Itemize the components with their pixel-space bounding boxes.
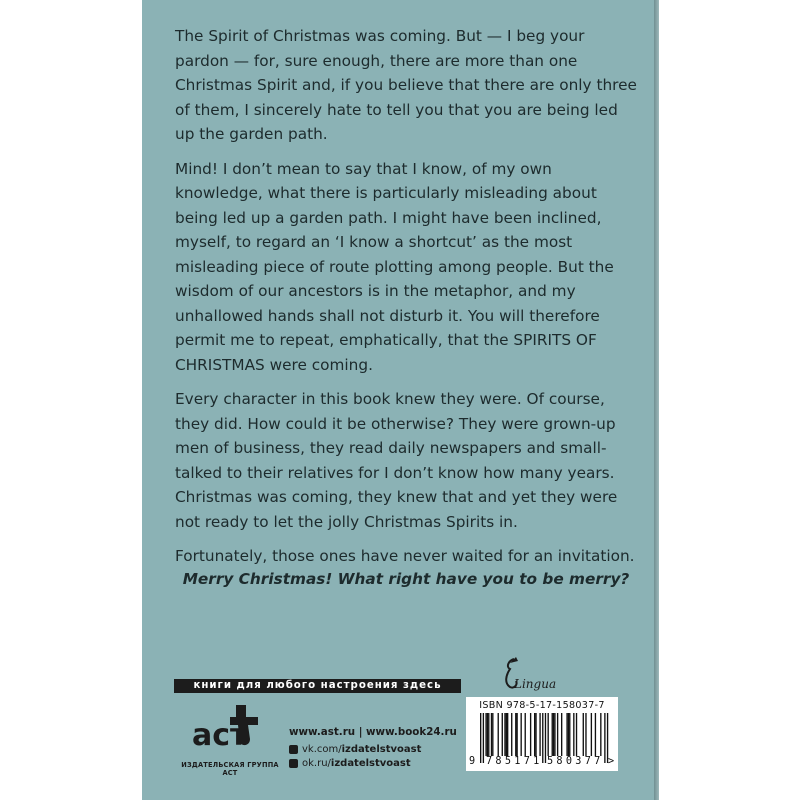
ast-wordmark: аст — [192, 718, 248, 749]
barcode-bar — [502, 713, 503, 756]
ok-icon — [289, 759, 298, 768]
barcode-bar — [516, 713, 517, 756]
barcode-bar — [557, 713, 558, 756]
blurb-paragraph-2: Mind! I don’t mean to say that I know, of my own knowledge, what there is particularly misleading about being led up a garden path. I might have been inclined, myself, to regard an ‘I know a shortcut’ as the most misleading piece of route plotting among people. But the wisdom of our ancestors is in the metaphor, and my unhallowed hands shall not disturb it. You will therefore permit me to repeat, emphatically, that the SPIRITS OF CHRISTMAS were coming. — [175, 159, 614, 374]
vk-handle: izdatelstvoast — [341, 744, 422, 755]
blurb-paragraph-4: Fortunately, those ones have never waited for an invitation. — [175, 547, 635, 565]
barcode-bar — [534, 713, 535, 756]
vk-icon — [289, 745, 298, 754]
barcode-bar — [506, 713, 507, 756]
ean-left-group: 785171 — [486, 756, 543, 767]
barcode-bar — [498, 713, 499, 756]
tagline: Merry Christmas! What right have you to be merry? — [182, 570, 630, 588]
barcode-bar — [553, 713, 554, 756]
barcode-bar — [566, 713, 567, 756]
barcode-bar — [507, 713, 508, 756]
barcode-bar — [488, 713, 489, 756]
barcode-bar — [521, 713, 522, 756]
barcode-bar — [591, 713, 592, 756]
barcode-bar — [504, 713, 505, 756]
ok-prefix: ok.ru/ — [302, 758, 331, 769]
ok-link — [289, 758, 411, 769]
barcode-bar — [595, 713, 596, 756]
lingua-logo — [500, 655, 580, 695]
websites: www.ast.ru | www.book24.ru — [289, 726, 457, 738]
barcode-bar — [569, 713, 570, 756]
barcode-bar — [568, 713, 569, 756]
series-strip: книги для любого настроения здесь — [174, 679, 461, 693]
publisher-caption: ИЗДАТЕЛЬСКАЯ ГРУППА АСТ — [181, 761, 279, 777]
barcode-bar — [485, 713, 486, 756]
barcode-bar — [585, 713, 586, 756]
ean-arrow: > — [608, 756, 615, 767]
lingua-wordmark: Lingua — [514, 677, 557, 691]
barcode-bar — [552, 713, 553, 756]
ean-right-group: 580377 — [547, 756, 604, 767]
spine-edge — [654, 0, 659, 800]
ast-logo — [190, 703, 266, 749]
ok-handle: izdatelstvoast — [330, 758, 411, 769]
barcode-bar — [530, 713, 531, 756]
barcode-bar — [583, 713, 584, 756]
barcode-bar — [491, 713, 492, 756]
barcode-bar — [600, 713, 601, 756]
barcode-bar — [561, 713, 562, 756]
barcode-bar — [487, 713, 488, 756]
barcode-bar — [576, 713, 577, 756]
barcode-bar — [515, 713, 516, 756]
vk-prefix: vk.com/ — [302, 744, 342, 755]
barcode-bar — [554, 713, 555, 756]
barcode-bar — [511, 713, 512, 756]
barcode-panel — [466, 697, 618, 771]
barcode-bar — [535, 713, 536, 756]
blurb-paragraph-1: The Spirit of Christmas was coming. But — I beg your pardon — for, sure enough, there are more than one Christmas Spirit and, if you believe that there are only three of them, I sincerely hate to tell you that you are being led up the garden path. — [175, 27, 637, 143]
blurb-paragraph-3: Every character in this book knew they were. Of course, they did. How could it be otherwise? They were grown-up men of business, they read daily newspapers and small-talked to their relatives for I don’t know how many years. Christmas was coming, they knew that and yet they were not ready to let the jolly Christmas Spirits in. — [175, 390, 618, 531]
barcode-bar — [573, 713, 574, 756]
barcode-bar — [492, 713, 493, 756]
barcode-bar — [539, 713, 540, 756]
ean-digits — [466, 756, 618, 770]
ean-first-digit: 9 — [469, 756, 476, 767]
barcode-bar — [548, 713, 549, 756]
barcode-bar — [525, 713, 526, 756]
vk-link — [289, 744, 421, 755]
blurb-text — [175, 24, 637, 579]
isbn-text: ISBN 978-5-17-158037-7 — [479, 700, 605, 711]
